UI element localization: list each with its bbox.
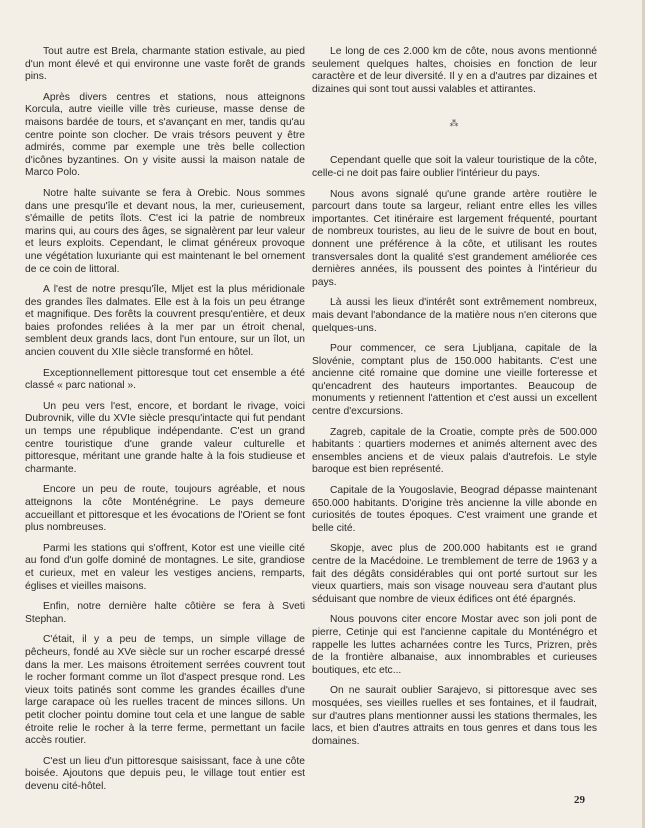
paragraph: C'était, il y a peu de temps, un simple village de pêcheurs, fondé au XVe siècle sur un rocher escarpé dressé dans la mer. Les maisons étroitement serrées couvrent tout le rocher formant comme un îlot d'aspect presque rond. Les vieux toits patinés sont comme les grandes écailles d'une large carapace où les ruelles tracent de minces sillons. Un petit clocher pointu domine tout cela et une langue de sable étroite relie le rocher à la terre ferme, permettant un facile accès routier. (25, 634, 305, 747)
paragraph: Skopje, avec plus de 200.000 habitants est ıe grand centre de la Macédoine. Le tremblement de terre de 1963 y a fait des dégâts considérables qui ont porté surtout sur les vieux quartiers, mais son visage nouveau sera d'autant plus séduisant que nombre de vieux édifices ont été épargnés. (312, 543, 597, 605)
right-column (312, 46, 597, 756)
paragraph: Cependant quelle que soit la valeur touristique de la côte, celle-ci ne doit pas faire oublier l'intérieur du pays. (312, 155, 597, 179)
paragraph: Parmi les stations qui s'offrent, Kotor est une vieille cité au fond d'un golfe dominé de montagnes. Le site, grandiose et curieux, met en valeur les vestiges anciens, remparts, églises et vieilles maisons. (25, 542, 305, 592)
paragraph: Tout autre est Brela, charmante station estivale, au pied d'un mont élevé et qui environne une vaste forêt de grands pins. (25, 46, 305, 83)
left-column (25, 46, 305, 801)
paragraph: C'est un lieu d'un pittoresque saisissant, face à une côte boisée. Ajoutons que depuis peu, le village tout entier est devenu cité-hôtel. (25, 755, 305, 792)
paragraph: Enfin, notre dernière halte côtière se fera à Sveti Stephan. (25, 601, 305, 625)
paragraph: Pour commencer, ce sera Ljubljana, capitale de la Slovénie, comptant plus de 150.000 habitants. C'est une ancienne cité romaine que domine une vieille forteresse et qu'encadrent des hauteurs importantes. Beaucoup de monuments y retiennent l'attention et c'est aussi un excellent centre d'excursions. (312, 343, 597, 418)
paragraph: Zagreb, capitale de la Croatie, compte près de 500.000 habitants : quartiers modernes et animés alternent avec des ensembles anciens et de vieux palais d'autrefois. Le style baroque est bien représenté. (312, 426, 597, 476)
paragraph: A l'est de notre presqu'île, Mljet est la plus méridionale des grandes îles dalmates. Elle est à la fois un peu étrange et magnifique. Des forêts la couvrent presqu'entière, et deux baies profondes reliées à la mer par un étroit chenal, semblent deux grands lacs, dont l'un entoure, sur un îlot, un ancien couvent du XIIe siècle transformé en hôtel. (25, 284, 305, 359)
section-separator: ⁂ (449, 118, 460, 129)
paragraph: Nous avons signalé qu'une grande artère routière le parcourt dans toute sa largeur, reliant entre elles les villes importantes. Cet itinéraire est largement fréquenté, pourtant de nombreux touristes, au lieu de le suivre de bout en bout, donnent une préférence à la côte, et utilisant les routes transversales dont la qualité s'est grandement améliorée ces dernières années, ils poussent des pointes à l'intérieur du pays. (312, 188, 597, 288)
paragraph: Le long de ces 2.000 km de côte, nous avons mentionné seulement quelques haltes, choisies en fonction de leur caractère et de leur diversité. Il y en a d'autres par dizaines et dizaines qui sont tout aussi valables et attirantes. (312, 46, 597, 95)
paragraph: Exceptionnellement pittoresque tout cet ensemble a été classé « parc national ». (25, 367, 305, 392)
paragraph: Notre halte suivante se fera à Orebic. Nous sommes dans une presqu'île et devant nous, la mer, curieusement, s'émaille de petits îlots. C'est ici la patrie de nombreux marins qui, au cours des âges, se signalèrent par leur valeur et leurs exploits. Cependant, le climat généreux provoque une végétation luxuriante qui est maintenant le bel ornement de ce coin de littoral. (25, 187, 305, 275)
paragraph: Là aussi les lieux d'intérêt sont extrêmement nombreux, mais devant l'abondance de la matière nous n'en citerons que quelques-uns. (312, 297, 597, 334)
paragraph: Nous pouvons citer encore Mostar avec son joli pont de pierre, Cetinje qui est l'ancienne capitale du Monténégro et rappelle les luttes acharnées contre les Turcs, Prizren, près de la frontière albanaise, aux innombrables et curieuses boutiques, etc etc... (312, 614, 597, 676)
paragraph: Capitale de la Yougoslavie, Beograd dépasse maintenant 650.000 habitants. D'origine très ancienne la ville abonde en curiosités de toutes époques. C'est vraiment une grande et belle cité. (312, 485, 597, 534)
paragraph: Après divers centres et stations, nous atteignons Korcula, autre vieille ville très curieuse, masse dense de maisons bardée de tours, et s'avançant en mer, tandis qu'au centre pointe son clocher. De vrais trésors peuvent y être admirés, comme par exemple une très belle collection d'icônes byzantines. On y visite aussi la maison natale de Marco Polo. (25, 91, 305, 179)
page-number: 29 (574, 794, 585, 806)
paragraph: Un peu vers l'est, encore, et bordant le rivage, voici Dubrovnik, ville du XVIe siècle presqu'intacte qui fut pendant un temps une république indépendante. C'est un grand centre touristique d'une grande valeur culturelle et pittoresque, méritant une grande halte à la fois studieuse et charmante. (25, 400, 305, 475)
paragraph: On ne saurait oublier Sarajevo, si pittoresque avec ses mosquées, ses vieilles ruelles et ses fontaines, et il faudrait, sur d'autres plans mentionner aussi les stations thermales, les lacs, et bien d'autres attraits en tous genres et dans tous les domaines. (312, 685, 597, 747)
paragraph: Encore un peu de route, toujours agréable, et nous atteignons la côte Monténégrine. Le pays demeure accueillant et pittoresque et les évocations de l'Orient se font plus nombreuses. (25, 484, 305, 534)
